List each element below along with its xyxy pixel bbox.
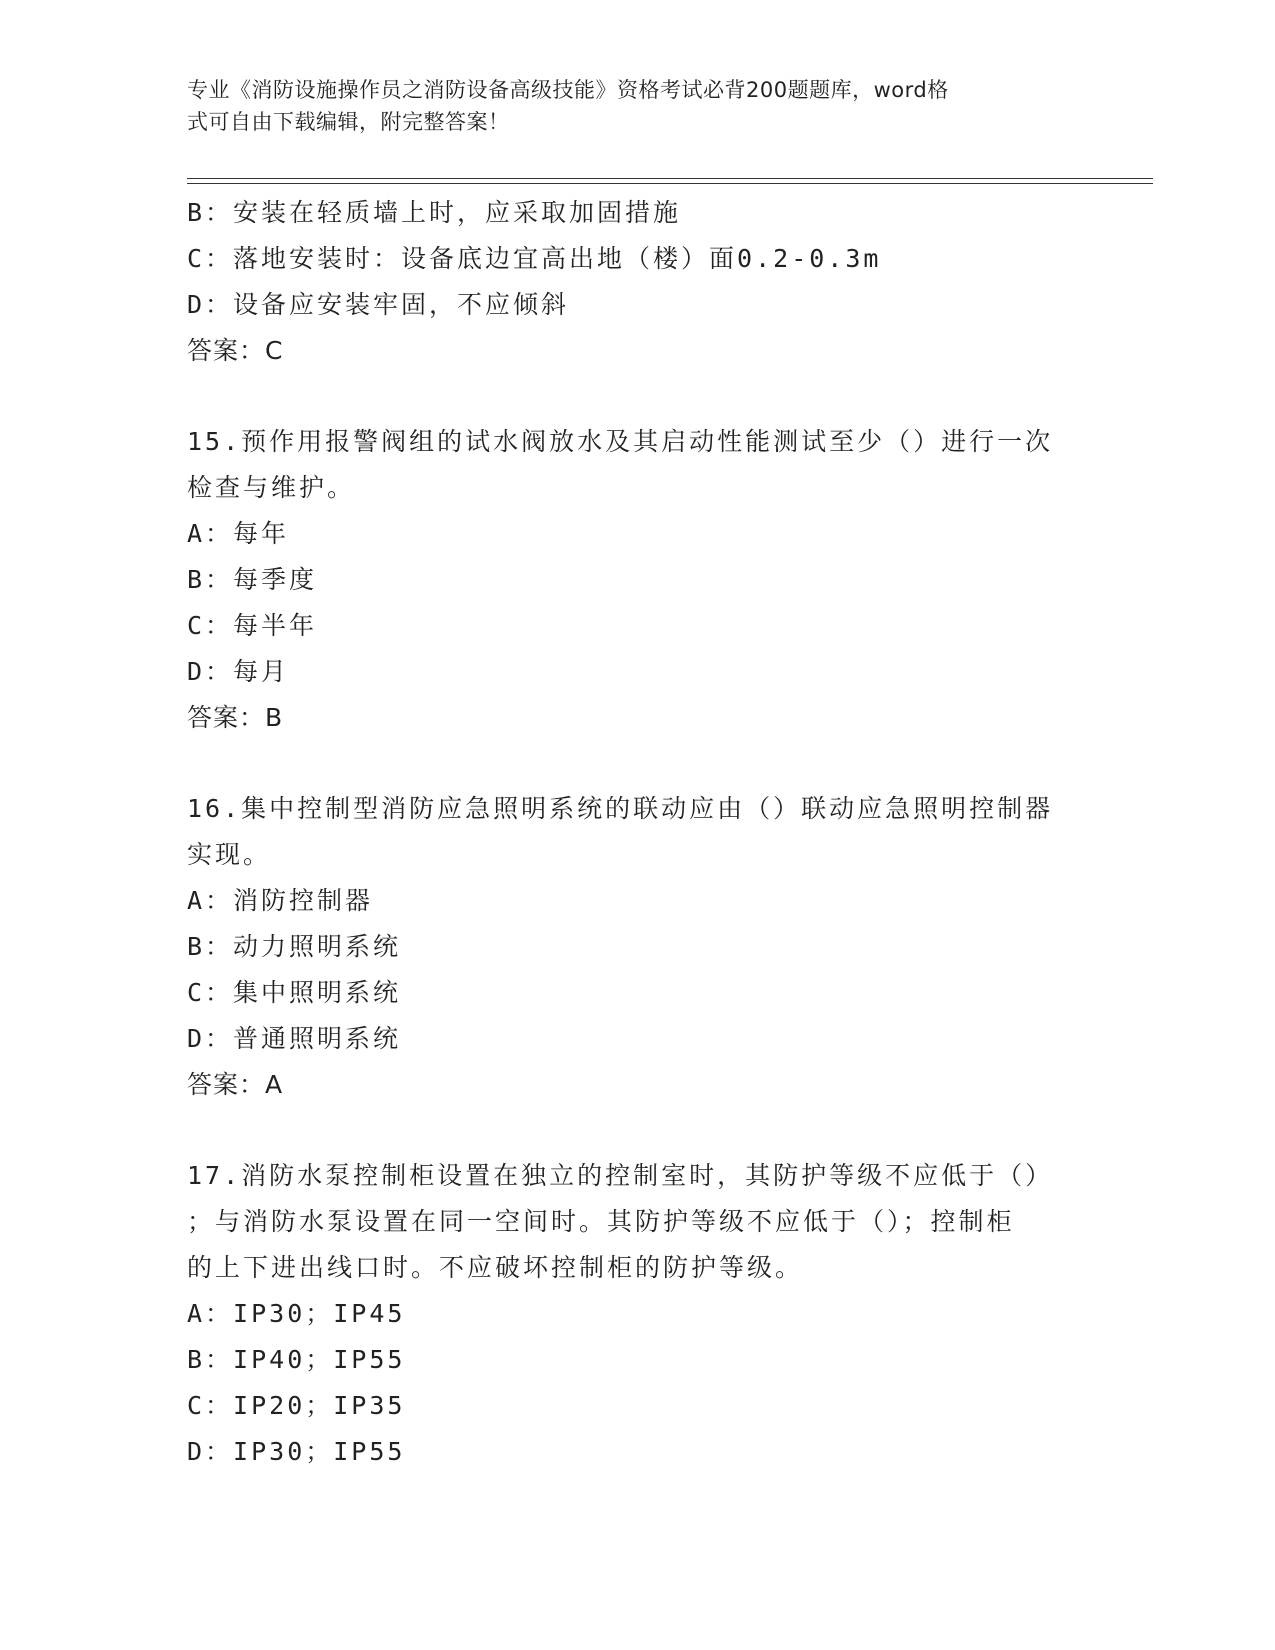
question-17 xyxy=(187,1153,1087,1475)
option-a: A：每年 xyxy=(187,519,290,548)
option-d: D：每月 xyxy=(187,657,290,686)
question-stem: ；与消防水泵设置在同一空间时。其防护等级不应低于（）；控制柜 xyxy=(187,1207,1015,1236)
option-a: A：IP30；IP45 xyxy=(187,1299,406,1328)
answer-label: 答案：B xyxy=(187,703,284,732)
answer-label: 答案：C xyxy=(187,336,284,365)
option-a: A：消防控制器 xyxy=(187,886,374,915)
option-b: B：动力照明系统 xyxy=(187,932,402,961)
question-15 xyxy=(187,419,1087,741)
header-divider-top xyxy=(187,178,1153,179)
question-stem: 16.集中控制型消防应急照明系统的联动应由（）联动应急照明控制器 xyxy=(187,794,1054,823)
option-b: B：每季度 xyxy=(187,565,318,594)
question-stem: 15.预作用报警阀组的试水阀放水及其启动性能测试至少（）进行一次 xyxy=(187,427,1054,456)
option-d: D：普通照明系统 xyxy=(187,1024,402,1053)
option-d: D：设备应安装牢固，不应倾斜 xyxy=(187,290,570,319)
question-content xyxy=(187,190,1087,1475)
option-d: D：IP30；IP55 xyxy=(187,1437,406,1466)
option-c: C：集中照明系统 xyxy=(187,978,402,1007)
document-header xyxy=(187,74,1087,138)
header-line-1: 专业《消防设施操作员之消防设备高级技能》资格考试必背200题题库，word格 xyxy=(187,78,949,102)
prev-question-tail xyxy=(187,190,1087,374)
header-line-2: 式可自由下载编辑，附完整答案！ xyxy=(187,110,510,134)
question-stem: 17.消防水泵控制柜设置在独立的控制室时，其防护等级不应低于（） xyxy=(187,1161,1054,1190)
question-stem: 的上下进出线口时。不应破坏控制柜的防护等级。 xyxy=(187,1253,804,1282)
option-c: C：落地安装时：设备底边宜高出地（楼）面0.2-0.3m xyxy=(187,244,882,273)
option-b: B：安装在轻质墙上时，应采取加固措施 xyxy=(187,198,682,227)
option-b: B：IP40；IP55 xyxy=(187,1345,406,1374)
option-c: C：每半年 xyxy=(187,611,318,640)
header-divider-bottom xyxy=(187,183,1153,184)
question-16 xyxy=(187,786,1087,1108)
question-stem: 检查与维护。 xyxy=(187,473,356,502)
question-stem: 实现。 xyxy=(187,840,272,869)
option-c: C：IP20；IP35 xyxy=(187,1391,406,1420)
answer-label: 答案：A xyxy=(187,1070,284,1099)
